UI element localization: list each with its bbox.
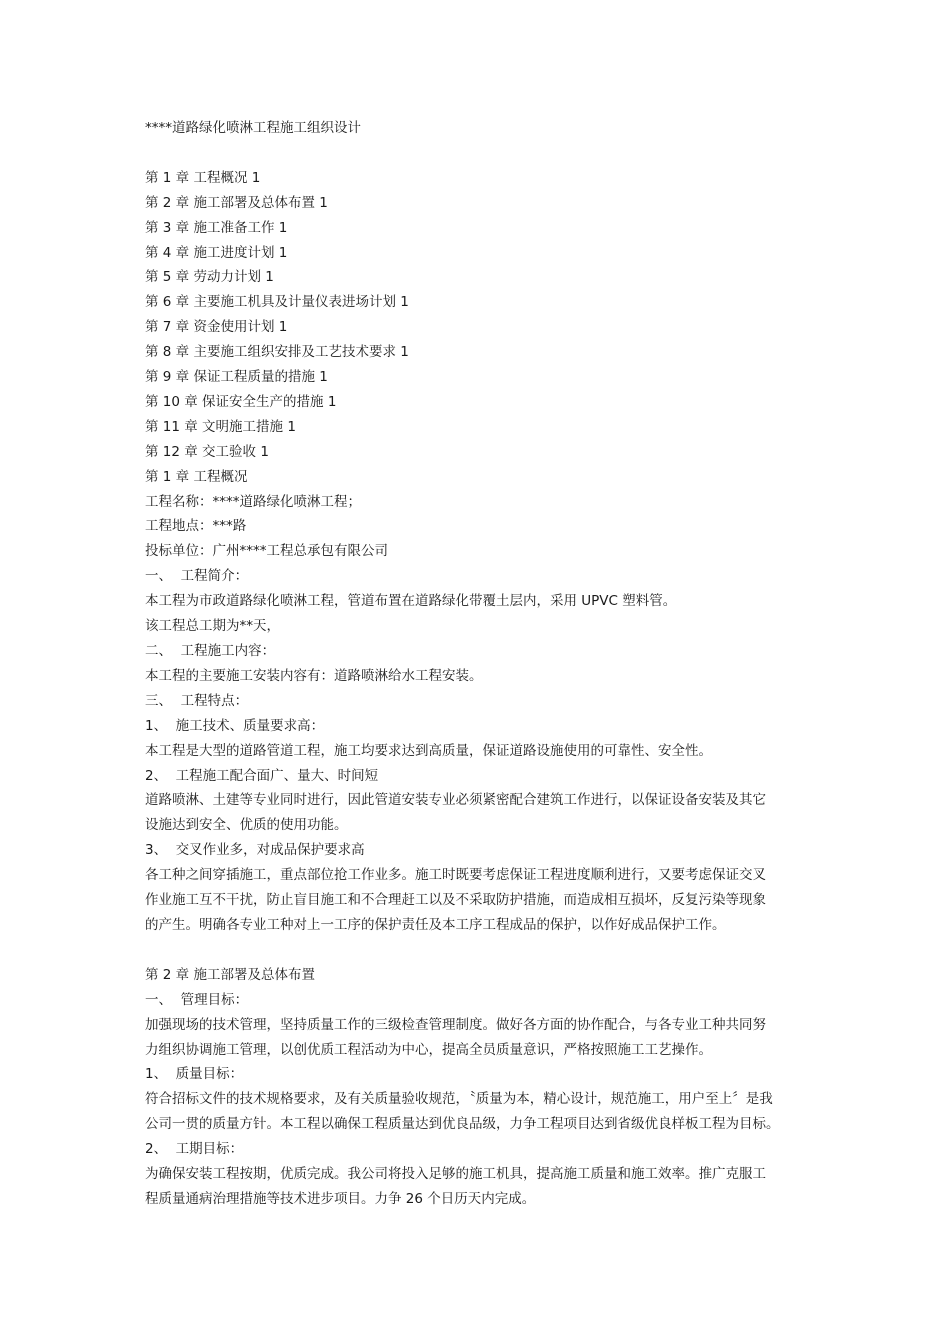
paragraph-line: 程质量通病治理措施等技术进步项目。力争 26 个日历天内完成。 (145, 1190, 536, 1207)
subsection-heading: 2、 工程施工配合面广、量大、时间短 (145, 767, 379, 784)
paragraph-line: 设施达到安全、优质的使用功能。 (145, 817, 348, 834)
toc-entry-6: 第 6 章 主要施工机具及计量仪表进场计划 1 (145, 294, 409, 311)
section-heading: 一、 管理目标： (145, 991, 249, 1008)
document-body (145, 116, 813, 1212)
chapter2-heading: 第 2 章 施工部署及总体布置 (145, 966, 315, 983)
section-heading: 三、 工程特点： (145, 692, 249, 709)
document-title: ****道路绿化喷淋工程施工组织设计 (145, 120, 361, 136)
subsection-heading: 2、 工期目标： (145, 1141, 244, 1158)
chapter1-heading: 第 1 章 工程概况 (145, 468, 248, 485)
project-location: 工程地点：***路 (145, 518, 247, 535)
toc-entry-9: 第 9 章 保证工程质量的措施 1 (145, 369, 328, 386)
toc-entry-8: 第 8 章 主要施工组织安排及工艺技术要求 1 (145, 344, 409, 361)
section-heading: 一、 工程简介： (145, 568, 249, 585)
toc-entry-1: 第 1 章 工程概况 1 (145, 169, 261, 186)
paragraph-line: 作业施工互不干扰，防止盲目施工和不合理赶工以及不采取防护措施，而造成相互损坏，反复污染等现象 (145, 892, 766, 909)
toc-entry-11: 第 11 章 文明施工措施 1 (145, 418, 296, 435)
paragraph-line: 力组织协调施工管理，以创优质工程活动为中心，提高全员质量意识，严格按照施工工艺操作。 (145, 1041, 712, 1058)
bidder: 投标单位：广州****工程总承包有限公司 (145, 543, 388, 560)
toc-entry-7: 第 7 章 资金使用计划 1 (145, 319, 288, 336)
toc-entry-3: 第 3 章 施工准备工作 1 (145, 219, 288, 236)
paragraph-line: 本工程是大型的道路管道工程，施工均要求达到高质量，保证道路设施使用的可靠性、安全性。 (145, 742, 712, 759)
paragraph-line: 各工种之间穿插施工，重点部位抢工作业多。施工时既要考虑保证工程进度顺利进行，又要考虑保证交叉 (145, 867, 766, 884)
toc-entry-2: 第 2 章 施工部署及总体布置 1 (145, 194, 328, 211)
project-name: 工程名称：****道路绿化喷淋工程； (145, 493, 361, 510)
paragraph-line: 本工程的主要施工安装内容有：道路喷淋给水工程安装。 (145, 667, 483, 684)
subsection-heading: 1、 质量目标： (145, 1066, 244, 1083)
toc-entry-10: 第 10 章 保证安全生产的措施 1 (145, 393, 337, 410)
toc-entry-4: 第 4 章 施工进度计划 1 (145, 244, 288, 261)
toc-entry-5: 第 5 章 劳动力计划 1 (145, 269, 274, 286)
paragraph-line: 该工程总工期为**天， (145, 618, 280, 635)
paragraph-line: 道路喷淋、土建等专业同时进行，因此管道安装专业必须紧密配合建筑工作进行，以保证设备安装及其它 (145, 792, 766, 809)
subsection-heading: 1、 施工技术、质量要求高： (145, 717, 325, 734)
paragraph-line: 为确保安装工程按期，优质完成。我公司将投入足够的施工机具，提高施工质量和施工效率。推广克服工 (145, 1166, 766, 1183)
paragraph-line: 符合招标文件的技术规格要求，及有关质量验收规范，〝质量为本，精心设计，规范施工，用户至上〞是我 (145, 1091, 773, 1108)
toc-entry-12: 第 12 章 交工验收 1 (145, 443, 269, 460)
paragraph-line: 的产生。明确各专业工种对上一工序的保护责任及本工序工程成品的保护，以作好成品保护工作。 (145, 916, 726, 933)
paragraph-line: 本工程为市政道路绿化喷淋工程，管道布置在道路绿化带覆土层内，采用 UPVC 塑料管。 (145, 593, 677, 610)
paragraph-line: 公司一贯的质量方针。本工程以确保工程质量达到优良品级，力争工程项目达到省级优良样板工程为目标。 (145, 1116, 780, 1133)
paragraph-line: 加强现场的技术管理，坚持质量工作的三级检查管理制度。做好各方面的协作配合，与各专业工种共同努 (145, 1016, 766, 1033)
subsection-heading: 3、 交叉作业多，对成品保护要求高 (145, 842, 365, 859)
section-heading: 二、 工程施工内容： (145, 643, 276, 660)
